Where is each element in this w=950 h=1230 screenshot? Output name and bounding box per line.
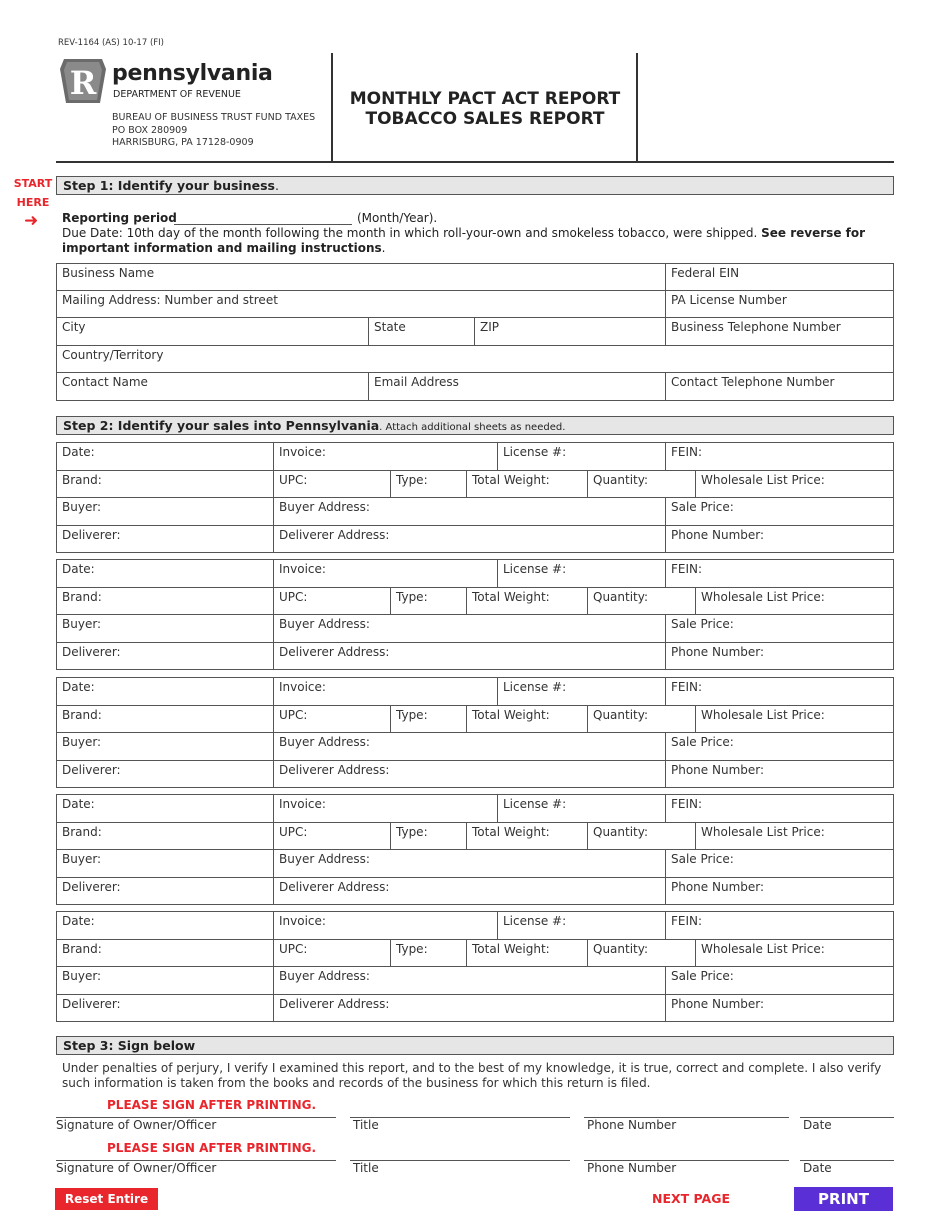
arrow-right-icon: ➜: [24, 211, 39, 231]
invoice-field-label: Invoice:: [279, 797, 326, 811]
invoice-field[interactable]: [273, 677, 498, 706]
total-weight-field-label: Total Weight:: [472, 472, 550, 487]
email-field[interactable]: Email Address: [368, 372, 666, 401]
reporting-period-label: Reporting period: [62, 211, 177, 225]
state-field[interactable]: State: [368, 317, 475, 346]
invoice-field-label: Invoice:: [279, 562, 326, 576]
sale-price-field[interactable]: [665, 614, 894, 643]
date-field-label: Date:: [62, 562, 95, 576]
wholesale-price-field-label: Wholesale List Price:: [701, 707, 825, 722]
total-weight-field[interactable]: [466, 822, 588, 851]
reporting-period-input[interactable]: [174, 224, 352, 225]
invoice-field[interactable]: [273, 442, 498, 471]
deliverer-field[interactable]: [56, 877, 274, 906]
fein-field-label: FEIN:: [671, 562, 703, 576]
sale-price-field-label: Sale Price:: [671, 852, 734, 866]
brand-field[interactable]: [56, 705, 274, 734]
wholesale-price-field[interactable]: [695, 470, 894, 499]
license-field-label: License #:: [503, 445, 567, 459]
phone-label: Phone Number: [587, 1161, 677, 1175]
sale-price-field[interactable]: [665, 497, 894, 526]
license-field-label: License #:: [503, 914, 567, 928]
license-field[interactable]: [497, 794, 666, 823]
title-input[interactable]: [350, 1160, 570, 1161]
license-field[interactable]: [497, 559, 666, 588]
buyer-address-field-label: Buyer Address:: [279, 617, 370, 631]
signature-label: Signature of Owner/Officer: [56, 1161, 217, 1175]
step3-header: Step 3: Sign below: [56, 1036, 894, 1055]
type-field[interactable]: [390, 705, 467, 734]
sale-price-field-label: Sale Price:: [671, 500, 734, 514]
agency-name: pennsylvania: [112, 61, 273, 86]
invoice-field-label: Invoice:: [279, 445, 326, 459]
type-field-label: Type:: [396, 707, 428, 722]
reporting-period-suffix: (Month/Year).: [357, 211, 438, 225]
due-date-text: Due Date: 10th day of the month following the month in which roll-your-own and smokeless tobacco, were shipped. See reverse for important information and mailing instructions.: [62, 226, 866, 255]
date-field[interactable]: [56, 559, 274, 588]
deliverer-field-label: Deliverer:: [62, 996, 121, 1011]
buyer-address-field-label: Buyer Address:: [279, 969, 370, 983]
deliverer-field-label: Deliverer:: [62, 644, 121, 659]
contact-phone-field[interactable]: Contact Telephone Number: [665, 372, 894, 401]
brand-field[interactable]: [56, 822, 274, 851]
deliverer-field[interactable]: [56, 525, 274, 554]
deliverer-address-field-label: Deliverer Address:: [279, 762, 390, 777]
sign-after-printing-note: PLEASE SIGN AFTER PRINTING.: [107, 1141, 317, 1155]
buyer-address-field[interactable]: [273, 614, 666, 643]
sale-price-field[interactable]: [665, 732, 894, 761]
upc-field[interactable]: [273, 939, 391, 968]
quantity-field[interactable]: [587, 939, 696, 968]
sale-price-field-label: Sale Price:: [671, 969, 734, 983]
fein-field[interactable]: [665, 442, 894, 471]
type-field-label: Type:: [396, 472, 428, 487]
wholesale-price-field[interactable]: [695, 587, 894, 616]
keystone-logo-icon: [58, 57, 108, 105]
fein-field-label: FEIN:: [671, 914, 703, 928]
brand-field-label: Brand:: [62, 589, 102, 604]
upc-field[interactable]: [273, 705, 391, 734]
invoice-field[interactable]: [273, 559, 498, 588]
total-weight-field-label: Total Weight:: [472, 824, 550, 839]
brand-field-label: Brand:: [62, 472, 102, 487]
total-weight-field[interactable]: [466, 470, 588, 499]
buyer-field-label: Buyer:: [62, 500, 102, 514]
total-weight-field-label: Total Weight:: [472, 941, 550, 956]
deliverer-phone-field[interactable]: [665, 525, 894, 554]
fein-field[interactable]: [665, 794, 894, 823]
deliverer-phone-field[interactable]: [665, 642, 894, 671]
deliverer-field[interactable]: [56, 642, 274, 671]
buyer-field[interactable]: [56, 497, 274, 526]
buyer-field[interactable]: [56, 849, 274, 878]
type-field-label: Type:: [396, 941, 428, 956]
next-page-link[interactable]: NEXT PAGE: [652, 1191, 731, 1206]
header-divider: [331, 53, 333, 163]
bureau-address: BUREAU OF BUSINESS TRUST FUND TAXES PO BOX 280909 HARRISBURG, PA 17128-0909: [112, 112, 316, 148]
deliverer-phone-field-label: Phone Number:: [671, 644, 765, 659]
buyer-address-field-label: Buyer Address:: [279, 735, 370, 749]
upc-field[interactable]: [273, 470, 391, 499]
buyer-address-field[interactable]: [273, 849, 666, 878]
invoice-field[interactable]: [273, 794, 498, 823]
mailing-address-field[interactable]: Mailing Address: Number and street: [56, 290, 666, 318]
date-field[interactable]: [56, 794, 274, 823]
brand-field[interactable]: [56, 587, 274, 616]
deliverer-address-field[interactable]: [273, 642, 666, 671]
contact-name-field[interactable]: Contact Name: [56, 372, 369, 401]
deliverer-address-field[interactable]: [273, 994, 666, 1023]
fein-field[interactable]: [665, 559, 894, 588]
date-label: Date: [803, 1118, 832, 1132]
license-field-label: License #:: [503, 562, 567, 576]
license-field[interactable]: [497, 442, 666, 471]
sign-after-printing-note: PLEASE SIGN AFTER PRINTING.: [107, 1098, 317, 1112]
deliverer-field[interactable]: [56, 994, 274, 1023]
wholesale-price-field-label: Wholesale List Price:: [701, 472, 825, 487]
buyer-field-label: Buyer:: [62, 852, 102, 866]
deliverer-address-field[interactable]: [273, 760, 666, 789]
sale-price-field-label: Sale Price:: [671, 617, 734, 631]
type-field[interactable]: [390, 587, 467, 616]
quantity-field-label: Quantity:: [593, 472, 649, 487]
deliverer-address-field[interactable]: [273, 877, 666, 906]
upc-field-label: UPC:: [279, 589, 308, 604]
federal-ein-field[interactable]: Federal EIN: [665, 263, 894, 291]
business-phone-field[interactable]: Business Telephone Number: [665, 317, 894, 346]
license-field-label: License #:: [503, 680, 567, 694]
date-field-label: Date:: [62, 797, 95, 811]
perjury-declaration: Under penalties of perjury, I verify I examined this report, and to the best of my knowledge, it is true, correct and complete. I also verify such information is taken from the books and records of the business for which this return is filed.: [62, 1061, 882, 1090]
step1-header: Step 1: Identify your business.: [56, 176, 894, 195]
print-form-button[interactable]: PRINT FORM: [794, 1187, 893, 1211]
total-weight-field[interactable]: [466, 939, 588, 968]
zip-field[interactable]: ZIP: [474, 317, 666, 346]
signature-label: Signature of Owner/Officer: [56, 1118, 217, 1132]
date-field[interactable]: [56, 677, 274, 706]
deliverer-phone-field-label: Phone Number:: [671, 762, 765, 777]
upc-field-label: UPC:: [279, 824, 308, 839]
header-rule: [56, 161, 894, 163]
total-weight-field-label: Total Weight:: [472, 589, 550, 604]
deliverer-address-field-label: Deliverer Address:: [279, 644, 390, 659]
form-code: REV-1164 (AS) 10-17 (FI): [58, 38, 164, 48]
buyer-field-label: Buyer:: [62, 969, 102, 983]
upc-field-label: UPC:: [279, 472, 308, 487]
deliverer-field-label: Deliverer:: [62, 762, 121, 777]
buyer-field[interactable]: [56, 732, 274, 761]
deliverer-phone-field-label: Phone Number:: [671, 527, 765, 542]
deliverer-phone-field[interactable]: [665, 994, 894, 1023]
title-label: Title: [353, 1118, 379, 1132]
svg-text:R: R: [69, 64, 97, 102]
quantity-field[interactable]: [587, 587, 696, 616]
quantity-field-label: Quantity:: [593, 707, 649, 722]
buyer-address-field-label: Buyer Address:: [279, 852, 370, 866]
invoice-field-label: Invoice:: [279, 680, 326, 694]
fein-field[interactable]: [665, 677, 894, 706]
quantity-field[interactable]: [587, 822, 696, 851]
buyer-address-field-label: Buyer Address:: [279, 500, 370, 514]
title-label: Title: [353, 1161, 379, 1175]
license-field[interactable]: [497, 677, 666, 706]
deliverer-phone-field[interactable]: [665, 760, 894, 789]
date-field-label: Date:: [62, 680, 95, 694]
sale-price-field[interactable]: [665, 849, 894, 878]
step2-header: Step 2: Identify your sales into Pennsylvania. Attach additional sheets as needed.: [56, 416, 894, 435]
upc-field[interactable]: [273, 822, 391, 851]
reset-form-button[interactable]: Reset Entire Form: [55, 1188, 158, 1210]
date-field[interactable]: [56, 911, 274, 940]
pa-license-field[interactable]: PA License Number: [665, 290, 894, 318]
brand-field[interactable]: [56, 939, 274, 968]
deliverer-address-field-label: Deliverer Address:: [279, 996, 390, 1011]
deliverer-field[interactable]: [56, 760, 274, 789]
wholesale-price-field[interactable]: [695, 822, 894, 851]
wholesale-price-field[interactable]: [695, 705, 894, 734]
type-field[interactable]: [390, 822, 467, 851]
license-field[interactable]: [497, 911, 666, 940]
type-field-label: Type:: [396, 824, 428, 839]
upc-field-label: UPC:: [279, 941, 308, 956]
quantity-field[interactable]: [587, 470, 696, 499]
date-field-label: Date:: [62, 914, 95, 928]
type-field-label: Type:: [396, 589, 428, 604]
wholesale-price-field-label: Wholesale List Price:: [701, 824, 825, 839]
country-field[interactable]: Country/Territory: [56, 345, 894, 373]
quantity-field-label: Quantity:: [593, 589, 649, 604]
upc-field-label: UPC:: [279, 707, 308, 722]
fein-field-label: FEIN:: [671, 445, 703, 459]
deliverer-field-label: Deliverer:: [62, 879, 121, 894]
quantity-field-label: Quantity:: [593, 941, 649, 956]
total-weight-field[interactable]: [466, 705, 588, 734]
brand-field[interactable]: [56, 470, 274, 499]
title-input[interactable]: [350, 1117, 570, 1118]
invoice-field[interactable]: [273, 911, 498, 940]
buyer-address-field[interactable]: [273, 966, 666, 995]
deliverer-address-field[interactable]: [273, 525, 666, 554]
deliverer-phone-field[interactable]: [665, 877, 894, 906]
date-field-label: Date:: [62, 445, 95, 459]
quantity-field-label: Quantity:: [593, 824, 649, 839]
deliverer-field-label: Deliverer:: [62, 527, 121, 542]
buyer-field[interactable]: [56, 614, 274, 643]
buyer-field-label: Buyer:: [62, 617, 102, 631]
buyer-address-field[interactable]: [273, 732, 666, 761]
wholesale-price-field-label: Wholesale List Price:: [701, 589, 825, 604]
total-weight-field-label: Total Weight:: [472, 707, 550, 722]
start-here-label: START HERE: [13, 177, 53, 209]
department-name: DEPARTMENT OF REVENUE: [113, 89, 241, 100]
total-weight-field[interactable]: [466, 587, 588, 616]
sale-price-field[interactable]: [665, 966, 894, 995]
upc-field[interactable]: [273, 587, 391, 616]
deliverer-address-field-label: Deliverer Address:: [279, 879, 390, 894]
business-name-field[interactable]: Business Name: [56, 263, 666, 291]
quantity-field[interactable]: [587, 705, 696, 734]
sale-price-field-label: Sale Price:: [671, 735, 734, 749]
brand-field-label: Brand:: [62, 707, 102, 722]
date-label: Date: [803, 1161, 832, 1175]
wholesale-price-field-label: Wholesale List Price:: [701, 941, 825, 956]
phone-label: Phone Number: [587, 1118, 677, 1132]
fein-field[interactable]: [665, 911, 894, 940]
invoice-field-label: Invoice:: [279, 914, 326, 928]
deliverer-address-field-label: Deliverer Address:: [279, 527, 390, 542]
type-field[interactable]: [390, 939, 467, 968]
city-field[interactable]: City: [56, 317, 369, 346]
brand-field-label: Brand:: [62, 824, 102, 839]
page-title: MONTHLY PACT ACT REPORT TOBACCO SALES REPORT: [349, 89, 621, 129]
buyer-field[interactable]: [56, 966, 274, 995]
deliverer-phone-field-label: Phone Number:: [671, 996, 765, 1011]
buyer-field-label: Buyer:: [62, 735, 102, 749]
deliverer-phone-field-label: Phone Number:: [671, 879, 765, 894]
wholesale-price-field[interactable]: [695, 939, 894, 968]
fein-field-label: FEIN:: [671, 797, 703, 811]
date-field[interactable]: [56, 442, 274, 471]
license-field-label: License #:: [503, 797, 567, 811]
fein-field-label: FEIN:: [671, 680, 703, 694]
type-field[interactable]: [390, 470, 467, 499]
brand-field-label: Brand:: [62, 941, 102, 956]
header-divider: [636, 53, 638, 163]
buyer-address-field[interactable]: [273, 497, 666, 526]
